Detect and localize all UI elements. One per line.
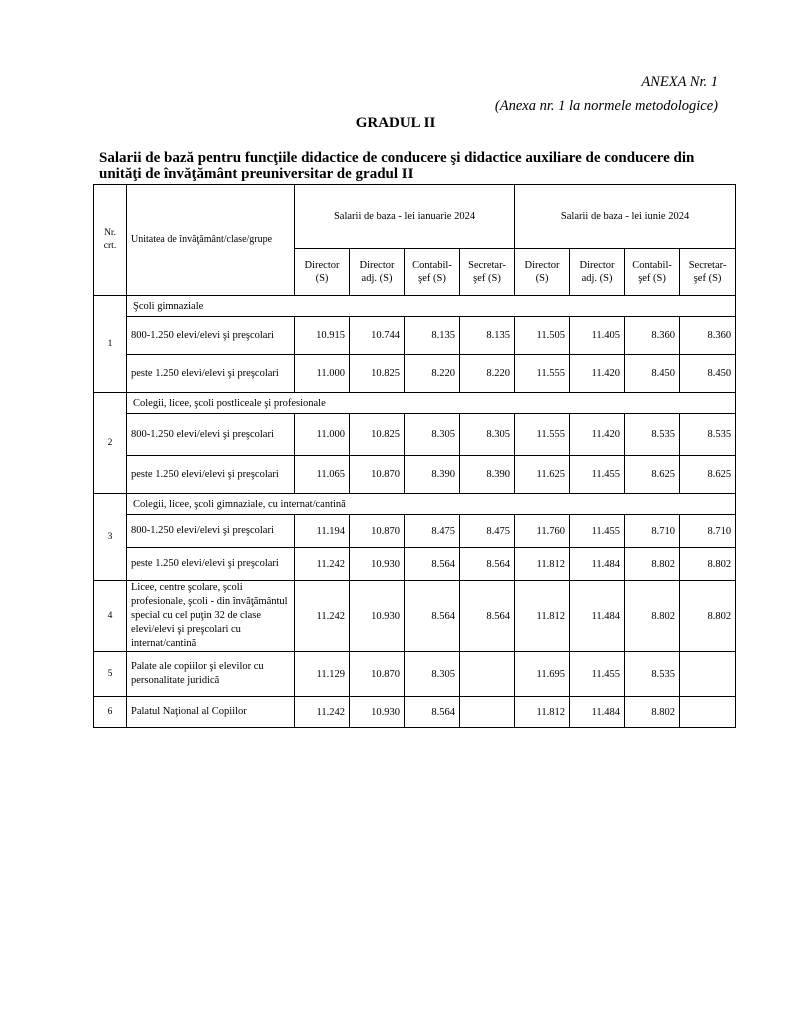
salary-cell: 10.870 (350, 456, 405, 494)
row-number: 3 (94, 494, 127, 581)
salary-cell: 11.242 (295, 581, 350, 652)
salary-cell: 8.475 (405, 515, 460, 548)
row-number: 1 (94, 296, 127, 393)
row-label: peste 1.250 elevi/elevi şi preşcolari (127, 355, 295, 393)
salary-cell: 8.360 (625, 317, 680, 355)
header-nr: Nr. crt. (94, 185, 127, 296)
salary-cell (680, 652, 736, 697)
table-row (94, 414, 736, 456)
salary-cell: 8.535 (625, 414, 680, 456)
salary-cell: 11.420 (570, 355, 625, 393)
table-row (94, 317, 736, 355)
salary-cell: 10.870 (350, 652, 405, 697)
row-number: 4 (94, 581, 127, 652)
row-label: peste 1.250 elevi/elevi şi preşcolari (127, 548, 295, 581)
row-label: Palate ale copiilor şi elevilor cu personalitate juridică (127, 652, 295, 697)
header-group-january: Salarii de baza - lei ianuarie 2024 (295, 185, 515, 249)
salary-cell: 10.825 (350, 414, 405, 456)
salary-cell: 8.450 (625, 355, 680, 393)
salary-cell: 11.000 (295, 355, 350, 393)
header-col: Director (S) (515, 249, 570, 296)
table-row (94, 652, 736, 697)
salary-cell: 8.802 (625, 548, 680, 581)
salary-cell: 10.825 (350, 355, 405, 393)
header-col: Director (S) (295, 249, 350, 296)
group-title: Şcoli gimnaziale (127, 296, 736, 317)
annex-subtitle: (Anexa nr. 1 la normele metodologice) (494, 98, 718, 114)
salary-cell (460, 652, 515, 697)
header-col: Contabil-şef (S) (625, 249, 680, 296)
salary-cell: 8.450 (680, 355, 736, 393)
salary-cell: 11.625 (515, 456, 570, 494)
header-unit: Unitatea de învăţământ/clase/grupe (127, 185, 295, 296)
table-row (94, 515, 736, 548)
salary-cell: 11.484 (570, 697, 625, 728)
salary-cell: 8.535 (625, 652, 680, 697)
salary-cell: 8.305 (460, 414, 515, 456)
row-label: 800-1.250 elevi/elevi şi preşcolari (127, 317, 295, 355)
salary-cell: 8.135 (405, 317, 460, 355)
salary-cell: 8.390 (405, 456, 460, 494)
row-number: 6 (94, 697, 127, 728)
salary-cell: 11.555 (515, 414, 570, 456)
document-title: Salarii de bază pentru funcţiile didactice de conducere şi didactice auxiliare de conducere din unităţi de învăţământ preuniversitar de gradul II (99, 150, 695, 182)
annex-title: ANEXA Nr. 1 (641, 74, 718, 90)
salary-cell: 8.535 (680, 414, 736, 456)
salary-cell: 11.555 (515, 355, 570, 393)
salary-cell: 11.455 (570, 652, 625, 697)
salary-table (93, 184, 736, 728)
salary-cell: 11.484 (570, 581, 625, 652)
salary-cell: 11.065 (295, 456, 350, 494)
salary-cell: 10.930 (350, 581, 405, 652)
salary-cell: 8.305 (405, 414, 460, 456)
salary-cell (680, 697, 736, 728)
salary-cell: 11.455 (570, 515, 625, 548)
table-row (94, 548, 736, 581)
salary-cell: 11.505 (515, 317, 570, 355)
salary-cell: 11.455 (570, 456, 625, 494)
salary-cell: 11.695 (515, 652, 570, 697)
salary-cell: 8.564 (405, 581, 460, 652)
salary-cell: 8.135 (460, 317, 515, 355)
salary-cell: 8.564 (460, 581, 515, 652)
header-col: Secretar-şef (S) (680, 249, 736, 296)
salary-cell: 11.242 (295, 697, 350, 728)
row-label: 800-1.250 elevi/elevi şi preşcolari (127, 414, 295, 456)
salary-cell: 8.710 (680, 515, 736, 548)
group-title: Colegii, licee, şcoli postliceale şi profesionale (127, 393, 736, 414)
salary-cell: 10.930 (350, 697, 405, 728)
table-row (94, 581, 736, 652)
salary-cell: 8.802 (625, 697, 680, 728)
row-label: Licee, centre şcolare, şcoli profesionale, şcoli - din învăţământul special cu cel puţin 32 de clase elevi/elevi şi preşcolari cu internat/cantină (127, 581, 295, 652)
salary-cell: 11.194 (295, 515, 350, 548)
salary-cell: 8.564 (460, 548, 515, 581)
row-number: 5 (94, 652, 127, 697)
group-title: Colegii, licee, şcoli gimnaziale, cu internat/cantină (127, 494, 736, 515)
salary-cell: 8.802 (625, 581, 680, 652)
salary-cell: 8.220 (460, 355, 515, 393)
salary-cell: 8.564 (405, 548, 460, 581)
salary-cell: 8.390 (460, 456, 515, 494)
salary-cell: 10.744 (350, 317, 405, 355)
salary-cell: 11.242 (295, 548, 350, 581)
salary-cell: 11.812 (515, 697, 570, 728)
salary-cell: 8.220 (405, 355, 460, 393)
salary-cell: 10.870 (350, 515, 405, 548)
salary-cell: 8.475 (460, 515, 515, 548)
salary-cell: 11.000 (295, 414, 350, 456)
salary-cell: 11.812 (515, 548, 570, 581)
salary-cell: 8.625 (625, 456, 680, 494)
header-group-june: Salarii de baza - lei iunie 2024 (515, 185, 736, 249)
salary-cell: 8.802 (680, 548, 736, 581)
header-col: Director adj. (S) (350, 249, 405, 296)
salary-cell: 11.129 (295, 652, 350, 697)
table-row (94, 355, 736, 393)
row-number: 2 (94, 393, 127, 494)
salary-cell: 11.405 (570, 317, 625, 355)
header-col: Director adj. (S) (570, 249, 625, 296)
header-col: Contabil-şef (S) (405, 249, 460, 296)
salary-cell: 11.760 (515, 515, 570, 548)
salary-cell: 8.360 (680, 317, 736, 355)
row-label: peste 1.250 elevi/elevi şi preşcolari (127, 456, 295, 494)
grade-title: GRADUL II (355, 115, 436, 131)
salary-cell: 10.930 (350, 548, 405, 581)
salary-cell: 10.915 (295, 317, 350, 355)
salary-cell: 11.484 (570, 548, 625, 581)
header-col: Secretar-şef (S) (460, 249, 515, 296)
salary-cell: 11.812 (515, 581, 570, 652)
salary-cell: 11.420 (570, 414, 625, 456)
table-row (94, 697, 736, 728)
salary-cell: 8.802 (680, 581, 736, 652)
salary-cell: 8.710 (625, 515, 680, 548)
row-label: 800-1.250 elevi/elevi şi preşcolari (127, 515, 295, 548)
salary-cell: 8.564 (405, 697, 460, 728)
salary-cell: 8.625 (680, 456, 736, 494)
salary-cell (460, 697, 515, 728)
table-row (94, 456, 736, 494)
salary-cell: 8.305 (405, 652, 460, 697)
row-label: Palatul Naţional al Copiilor (127, 697, 295, 728)
annex-header (495, 70, 718, 118)
